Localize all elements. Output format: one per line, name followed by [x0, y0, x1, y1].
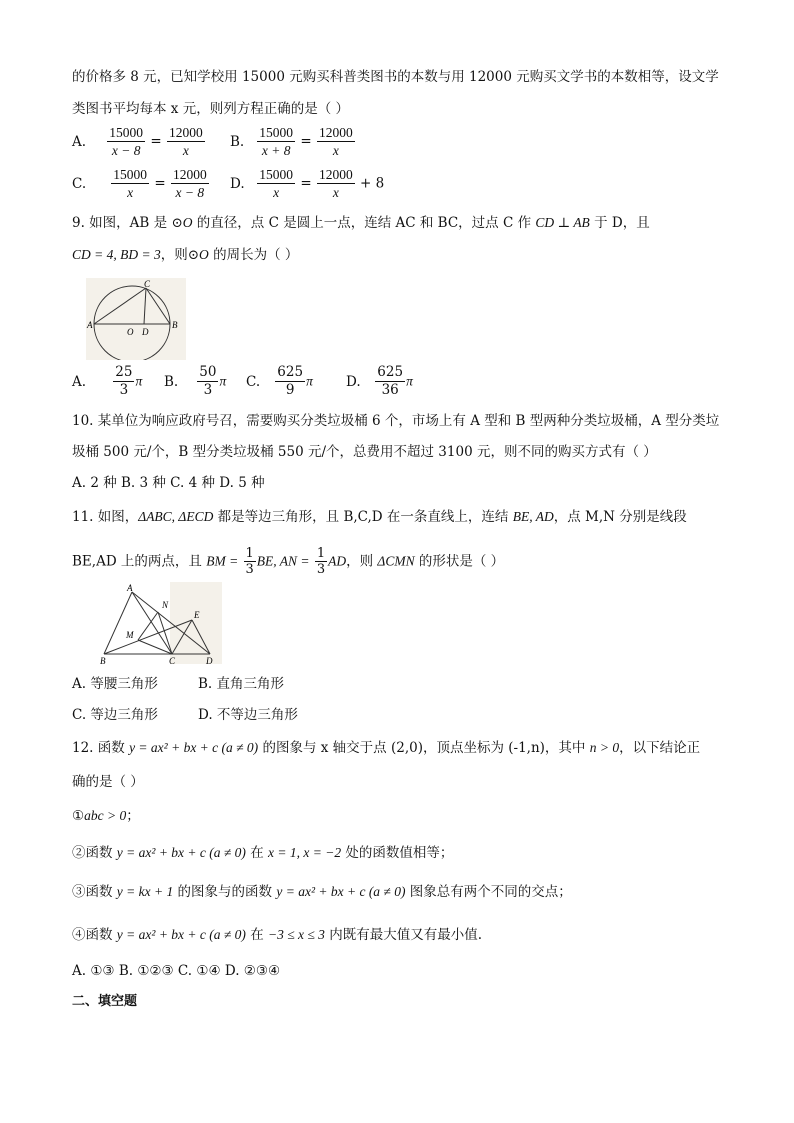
q9-text: ，则 [160, 247, 188, 263]
q12-statement-3 [72, 883, 572, 901]
q12-text: ，以下结论正 [619, 740, 701, 756]
label-b: B [172, 320, 178, 330]
q10-options: A. 2 种 B. 3 种 C. 4 种 D. 5 种 [72, 475, 265, 491]
math-abc: abc > 0 [84, 808, 127, 823]
q11-text: BE,AD 上的两点，且 [72, 553, 207, 570]
q12-text: 的图象与 x 轴交于点 (2,0)，顶点坐标为 (-1,n)，其中 [258, 740, 590, 756]
equals-sign: = [300, 175, 312, 192]
q9-option-d [346, 364, 413, 399]
q12-text: 图象总有两个不同的交点； [405, 884, 572, 900]
q9-text: 9. 如图，AB 是 [72, 215, 172, 231]
fraction: $\frac{15000}{x - 8}$ [109, 125, 144, 158]
section-title: 二、填空题 [72, 994, 138, 1009]
q9-option-b-label: B. [164, 373, 179, 390]
q9-option-c [246, 364, 313, 399]
q11-text-line1 [72, 508, 687, 526]
q9-text-line1 [72, 214, 650, 232]
q8-option-a [72, 124, 206, 159]
math-be-an: BE, AN = [256, 553, 310, 569]
plus-eight: + 8 [360, 175, 385, 192]
math-function: y = ax² + bx + c (a ≠ 0) [116, 845, 246, 860]
q11-text: 的形状是（ ） [414, 553, 505, 570]
q11-option-c: C. 等边三角形 [72, 707, 158, 723]
q11-option-b: B. 直角三角形 [198, 676, 285, 692]
q10-text-line2: 圾桶 500 元/个，B 型分类垃圾桶 550 元/个，总费用不超过 3100 元，则不同的购买方式有（ ） [72, 444, 657, 460]
math-bm: BM = [206, 553, 239, 569]
q12-text: 内既有最大值又有最小值. [324, 927, 483, 943]
fraction: $\frac{12000}{x}$ [318, 167, 353, 200]
q8-option-b-label: B. [230, 133, 245, 150]
q8-option-b [230, 124, 356, 159]
point-o: O [182, 215, 193, 230]
pi: π [135, 373, 143, 389]
q12-text: ① [72, 808, 85, 824]
q11-text: ，则 [346, 553, 378, 570]
q9-text: 的直径，点 C 是圆上一点，连结 AC 和 BC，过点 C 作 [192, 215, 536, 231]
q11-triangle-figure [96, 582, 222, 664]
q8-text-line1: 的价格多 8 元，已知学校用 15000 元购买科普类图书的本数与用 12000 元购买文学书的本数相等，设文学 [72, 69, 719, 85]
q9-option-a [72, 364, 142, 399]
q9-option-c-label: C. [246, 373, 261, 390]
q8-option-c [72, 166, 210, 201]
fraction: $\frac{625}{9}$ [277, 364, 304, 398]
math-n-positive: n > 0 [589, 740, 620, 755]
point-o: O [199, 247, 209, 262]
circle-symbol: ⊙ [171, 215, 183, 231]
label-d: D [142, 327, 149, 337]
fraction: $\frac{15000}{x + 8}$ [259, 125, 294, 158]
math-cmn: ΔCMN [377, 553, 415, 569]
fraction: $\frac{50}{3}$ [199, 364, 217, 398]
q11-text-line2 [72, 544, 504, 579]
label-c: C [169, 656, 176, 664]
equals-sign: = [154, 175, 166, 192]
q11-text: 11. 如图， [72, 509, 139, 525]
fraction-one-third: $\frac{1}{3}$ [245, 546, 254, 577]
equals-sign: = [300, 133, 312, 150]
label-n: N [162, 600, 169, 610]
q9-text: 于 D，且 [589, 215, 650, 231]
math-function: y = ax² + bx + c (a ≠ 0) [276, 884, 406, 899]
fraction: $\frac{12000}{x}$ [168, 125, 203, 158]
q12-text-line1 [72, 739, 700, 757]
q11-option-a: A. 等腰三角形 [72, 676, 158, 692]
q12-options: A. ①③ B. ①②③ C. ①④ D. ②③④ [72, 963, 281, 979]
math-be-ad: BE, AD [512, 509, 554, 524]
q8-text-line2: 类图书平均每本 x 元，则列方程正确的是（ ） [72, 101, 349, 117]
q12-text: 在 [245, 845, 269, 861]
pi: π [406, 373, 413, 389]
q12-statement-4 [72, 926, 482, 944]
q8-option-d-label: D. [230, 175, 245, 192]
label-a: A [87, 320, 93, 330]
circle-symbol: ⊙ [187, 247, 200, 263]
math-interval: −3 ≤ x ≤ 3 [268, 927, 325, 942]
math-triangles: ΔABC, ΔECD [138, 509, 214, 524]
q9-text-line2 [72, 246, 298, 264]
label-d: D [206, 656, 213, 664]
q12-text: 12. 函数 [72, 740, 130, 756]
q10-text-line1: 10. 某单位为响应政府号召，需要购买分类垃圾桶 6 个，市场上有 A 型和 B 型两种分类垃圾桶，A 型分类垃 [72, 413, 720, 429]
pi: π [219, 373, 227, 389]
q12-text: 在 [245, 927, 269, 943]
fraction: $\frac{15000}{x}$ [259, 167, 294, 200]
label-b: B [100, 656, 106, 664]
label-m: M [126, 630, 134, 640]
q9-circle-figure [86, 278, 186, 360]
q8-option-d [230, 166, 384, 201]
fraction: $\frac{625}{36}$ [377, 364, 404, 398]
math-cd-perp-ab: CD ⊥ AB [535, 215, 590, 230]
q9-option-b [164, 364, 226, 399]
math-given: CD = 4, BD = 3 [72, 247, 161, 262]
q12-text: ③函数 [72, 884, 117, 900]
q12-text: 的图象与的函数 [173, 884, 277, 900]
label-c: C [144, 279, 151, 289]
q12-text: ； [126, 808, 140, 824]
math-function: y = ax² + bx + c (a ≠ 0) [116, 927, 246, 942]
fraction: $\frac{12000}{x - 8}$ [172, 167, 207, 200]
q12-text: ④函数 [72, 927, 117, 943]
math-linear: y = kx + 1 [116, 884, 174, 899]
q8-option-c-label: C. [72, 175, 87, 192]
q11-text: 都是等边三角形，且 B,C,D 在一条直线上，连结 [213, 509, 513, 525]
fraction: $\frac{12000}{x}$ [318, 125, 353, 158]
equals-sign: = [150, 133, 162, 150]
pi: π [306, 373, 313, 389]
fraction: $\frac{25}{3}$ [115, 364, 133, 398]
fraction-one-third: $\frac{1}{3}$ [316, 546, 326, 577]
fraction: $\frac{15000}{x}$ [113, 167, 148, 200]
q12-text-line2: 确的是（ ） [72, 774, 144, 790]
label-e: E [194, 610, 200, 620]
q9-option-a-label: A. [72, 373, 87, 390]
q8-option-a-label: A. [72, 133, 87, 150]
q12-statement-1 [72, 807, 140, 825]
q11-option-d: D. 不等边三角形 [198, 707, 298, 723]
q11-text: ，点 M,N 分别是线段 [553, 509, 687, 525]
q12-text: 处的函数值相等； [341, 845, 454, 861]
math-ad: AD [328, 553, 347, 569]
label-a: A [127, 583, 133, 593]
q9-option-d-label: D. [346, 373, 361, 390]
q12-statement-2 [72, 844, 453, 862]
q12-text: ②函数 [72, 845, 117, 861]
figure-background [170, 582, 222, 664]
math-function: y = ax² + bx + c (a ≠ 0) [129, 740, 259, 755]
label-o: O [127, 327, 134, 337]
q9-text: 的周长为（ ） [208, 247, 299, 263]
math-x-values: x = 1, x = −2 [268, 845, 342, 860]
